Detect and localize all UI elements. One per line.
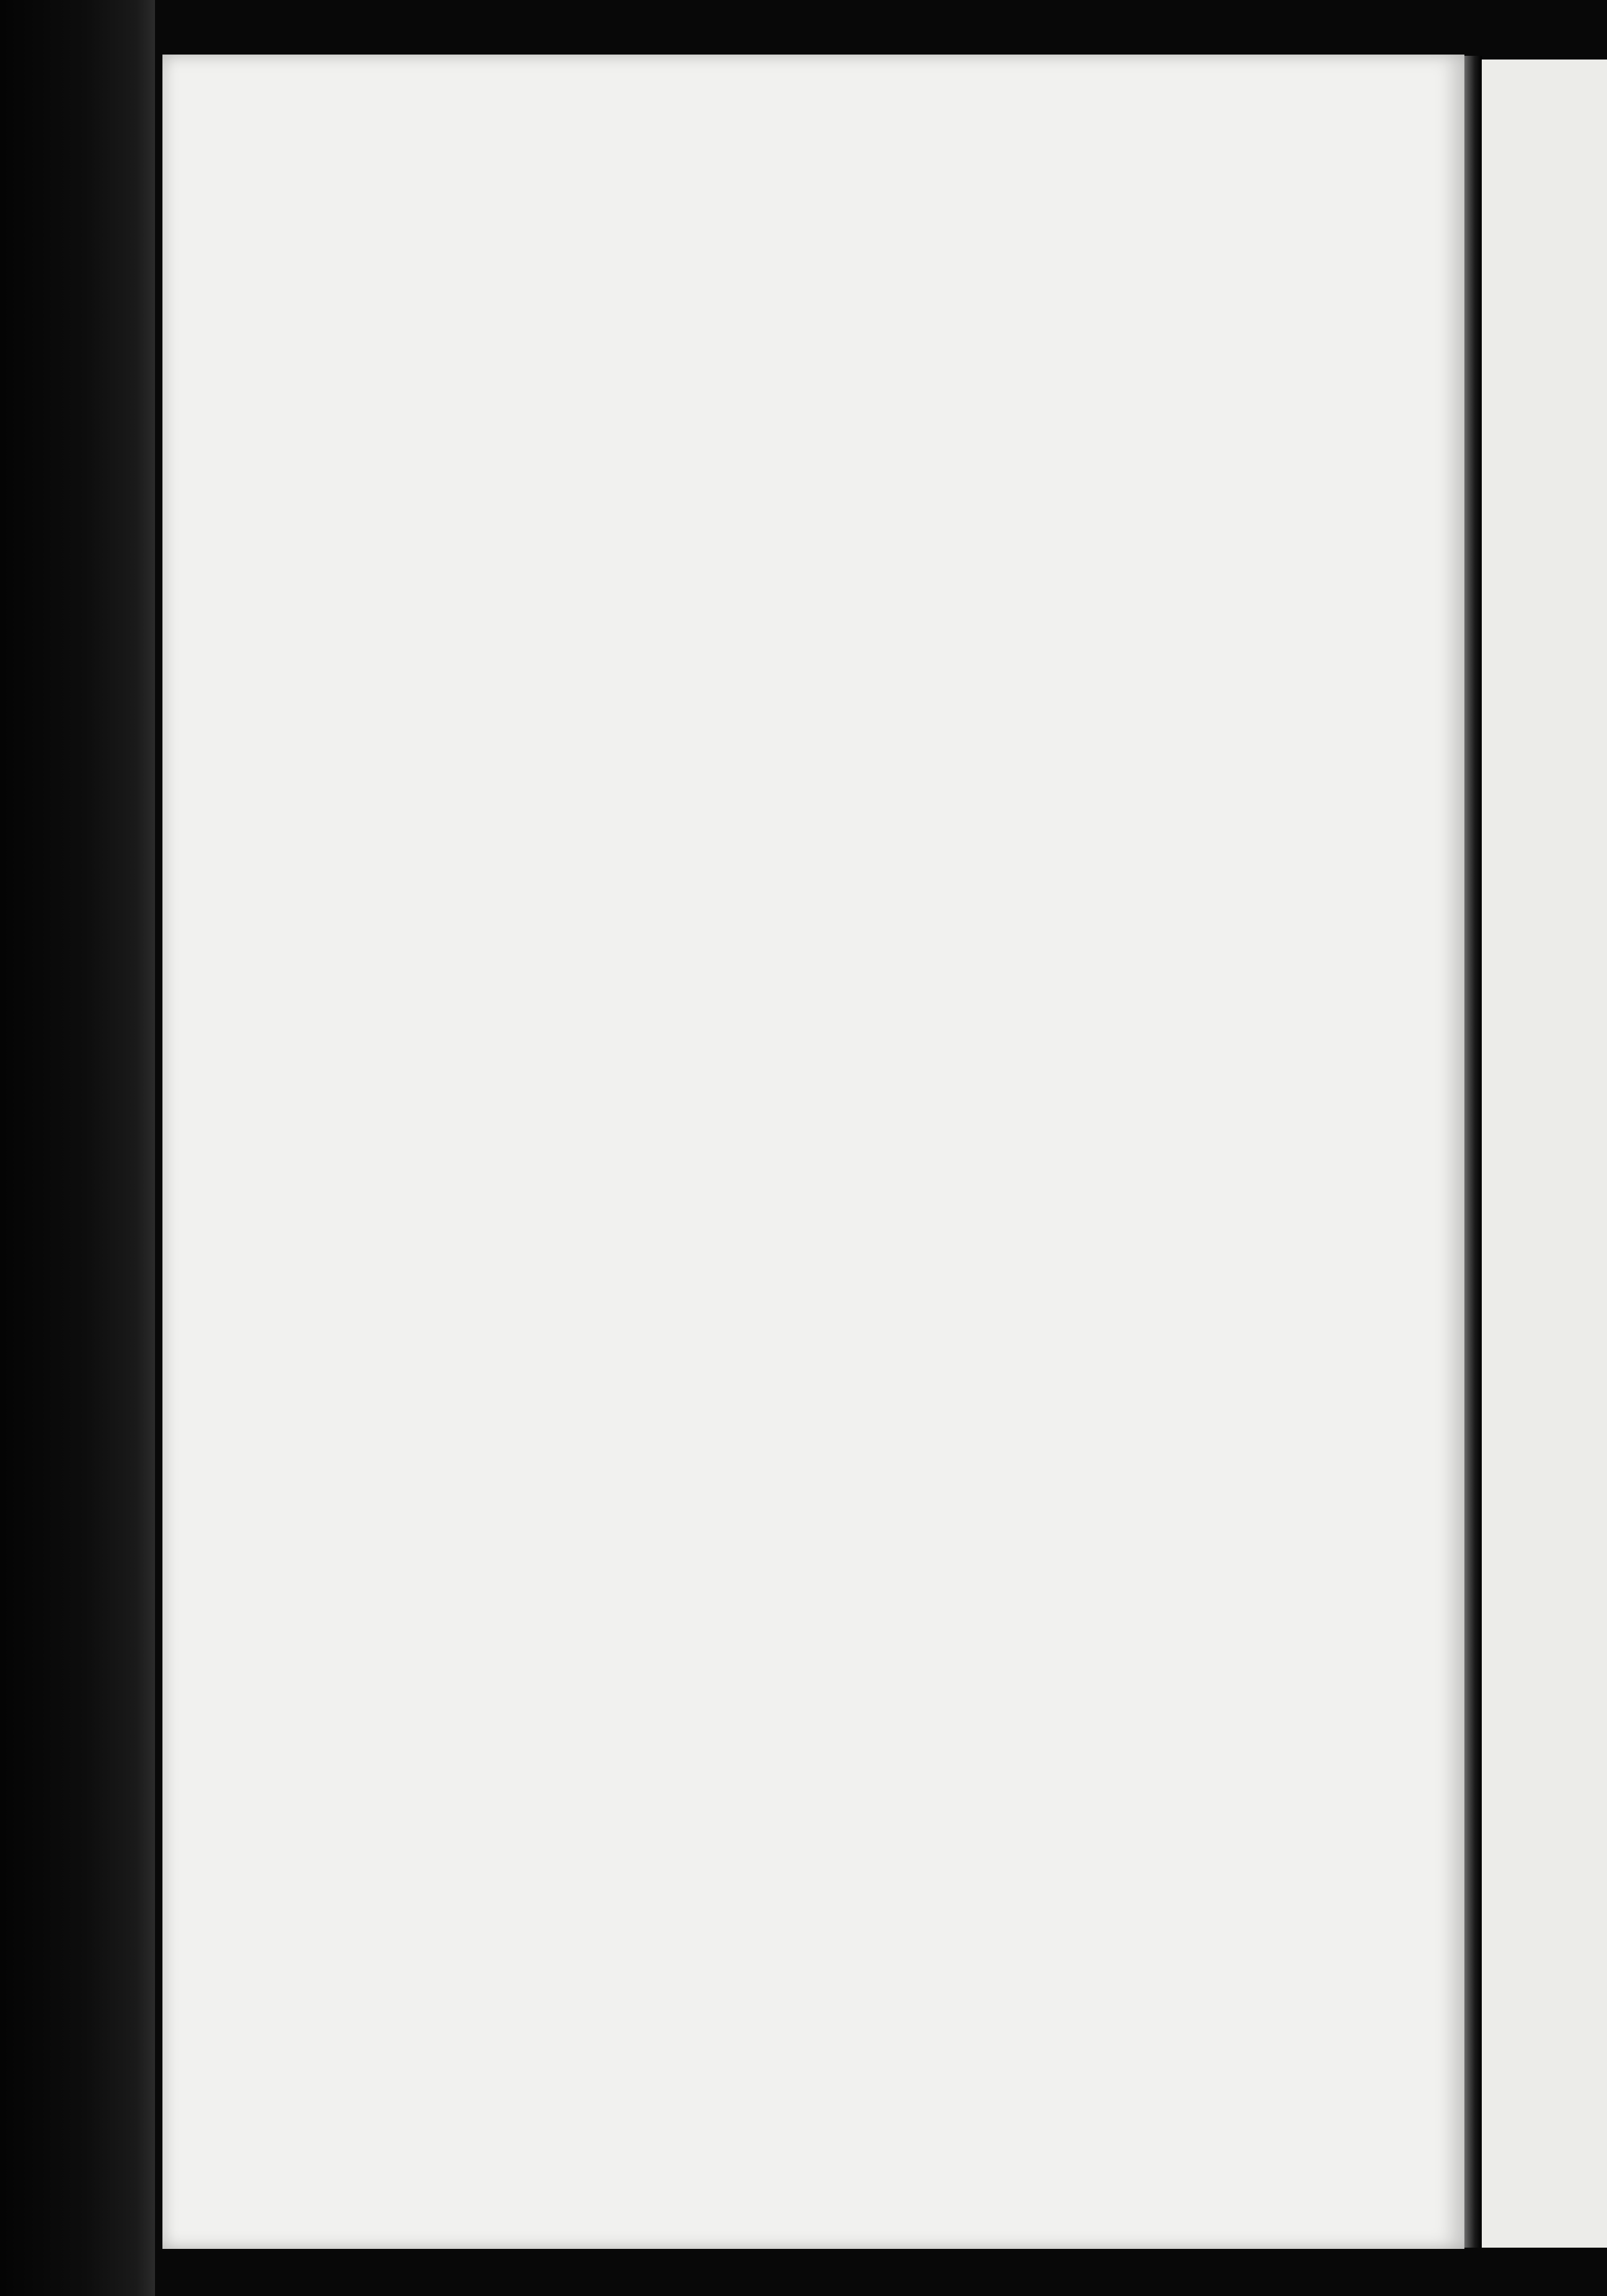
book-page [162, 55, 1464, 2249]
page-gutter [1464, 56, 1482, 2248]
scan-left-border [0, 0, 155, 2296]
running-header [270, 250, 1389, 287]
facing-page [1482, 60, 1607, 2248]
